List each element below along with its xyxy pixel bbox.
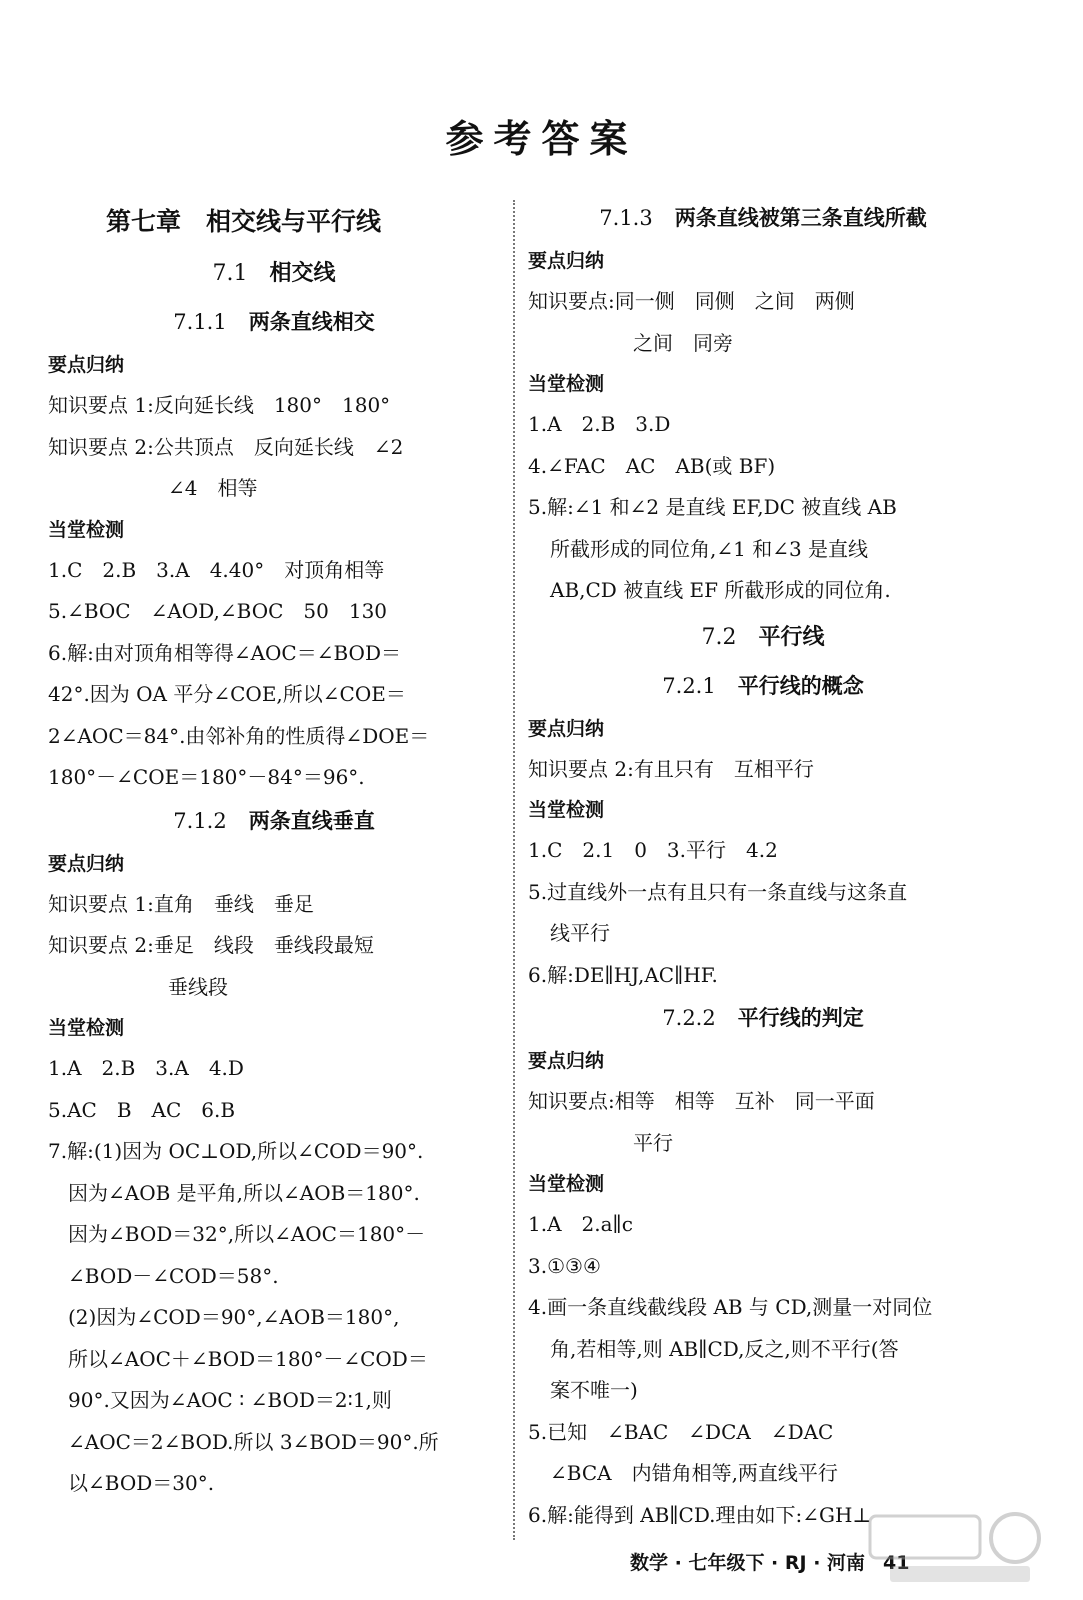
subsection-heading-7-2-1: [528, 664, 998, 709]
answer-line: 案不唯一): [550, 1378, 638, 1402]
answer-line: 6.解:DE∥HJ,AC∥HF.: [528, 962, 718, 987]
answer-line: ∠BOD－∠COD＝58°.: [68, 1263, 279, 1288]
answer-line: 因为∠BOD＝32°,所以∠AOC＝180°－: [68, 1222, 426, 1246]
answer-line: 之间 同旁: [633, 330, 733, 355]
answer-line: ∠AOC＝2∠BOD.所以 3∠BOD＝90°.所: [68, 1429, 439, 1454]
column-divider: [513, 200, 515, 1540]
answer-line: 1.C 2.1 0 3.平行 4.2: [528, 838, 778, 862]
label-key-points: 要点归纳: [528, 1050, 605, 1072]
answer-line: 5.过直线外一点有且只有一条直线与这条直: [528, 879, 908, 904]
section-heading-7-1: [48, 248, 500, 300]
answer-line: 以∠BOD＝30°.: [68, 1471, 215, 1495]
answer-line: ∠4 相等: [168, 476, 258, 500]
answer-line: 1.A 2.B 3.A 4.D: [48, 1056, 244, 1080]
section-heading-7-2: [528, 612, 998, 664]
answer-line: 90°.又因为∠AOC ∶ ∠BOD＝2∶1,则: [68, 1388, 392, 1412]
answer-line: 1.A 2.a∥c: [528, 1212, 633, 1236]
answer-line: 平行: [633, 1130, 673, 1155]
answer-line: 知识要点:同一侧 同侧 之间 两侧: [528, 289, 855, 313]
subsection-number: 7.1.1: [173, 310, 227, 334]
subsection-number: 7.1.2: [173, 808, 227, 833]
subsection-heading-7-1-3: [528, 196, 998, 241]
right-column: [528, 196, 998, 1536]
answer-line: 5.解:∠1 和∠2 是直线 EF,DC 被直线 AB: [528, 495, 897, 519]
subsection-name: 平行线的判定: [737, 1006, 864, 1030]
answer-line: ∠BCA 内错角相等,两直线平行: [550, 1461, 838, 1485]
answer-line: 所以∠AOC＋∠BOD＝180°－∠COD＝: [68, 1346, 428, 1371]
answer-line: 角,若相等,则 AB∥CD,反之,则不平行(答: [550, 1336, 899, 1361]
subsection-number: 7.2.2: [662, 1006, 716, 1030]
answer-line: 6.解:能得到 AB∥CD.理由如下:∠GH⊥: [528, 1502, 872, 1527]
answer-line: 5.∠BOC ∠AOD,∠BOC 50 130: [48, 599, 388, 623]
answer-line: 1.A 2.B 3.D: [528, 412, 671, 436]
label-key-points: 要点归纳: [528, 717, 605, 740]
answer-line: 4.∠FAC AC AB(或 BF): [528, 453, 776, 478]
answer-line: 1.C 2.B 3.A 4.40° 对顶角相等: [48, 557, 385, 582]
label-class-check: 当堂检测: [528, 373, 605, 395]
label-key-points: 要点归纳: [528, 250, 605, 272]
page-number: 41: [883, 1552, 910, 1574]
label-key-points: 要点归纳: [48, 852, 125, 875]
label-class-check: 当堂检测: [528, 799, 605, 821]
answer-line: 知识要点:相等 相等 互补 同一平面: [528, 1089, 875, 1113]
answer-line: 线平行: [550, 921, 610, 945]
answer-line: 知识要点 1:直角 垂线 垂足: [48, 891, 314, 916]
answer-line: 3.①③④: [528, 1253, 601, 1278]
subsection-name: 平行线的概念: [737, 673, 864, 698]
answer-line: 知识要点 1:反向延长线 180° 180°: [48, 393, 391, 417]
subsection-name: 两条直线垂直: [248, 808, 375, 833]
label-class-check: 当堂检测: [48, 1017, 125, 1039]
answer-line: 所截形成的同位角,∠1 和∠3 是直线: [550, 536, 869, 561]
subsection-number: 7.2.1: [662, 673, 716, 698]
page-title: 参考答案: [445, 117, 638, 161]
answer-line: (2)因为∠COD＝90°,∠AOB＝180°,: [68, 1305, 400, 1329]
answer-line: 7.解:(1)因为 OC⊥OD,所以∠COD＝90°.: [48, 1139, 424, 1163]
page-footer: [630, 1548, 1030, 1575]
section-number: 7.1: [212, 261, 248, 286]
answer-line: 5.AC B AC 6.B: [48, 1097, 236, 1122]
label-class-check: 当堂检测: [528, 1173, 605, 1195]
answer-line: 知识要点 2:有且只有 互相平行: [528, 756, 814, 781]
subsection-heading-7-1-2: [48, 799, 500, 844]
answer-line: 42°.因为 OA 平分∠COE,所以∠COE＝: [48, 682, 406, 706]
label-key-points: 要点归纳: [48, 354, 125, 376]
answer-line: 4.画一条直线截线段 AB 与 CD,测量一对同位: [528, 1295, 933, 1319]
answer-line: 垂线段: [168, 974, 228, 999]
section-number: 7.2: [701, 624, 737, 650]
footer-book-info: 数学 · 七年级下 · RJ · 河南: [630, 1552, 866, 1574]
answer-line: 知识要点 2:公共顶点 反向延长线 ∠2: [48, 434, 404, 459]
answer-line: 知识要点 2:垂足 线段 垂线段最短: [48, 933, 374, 957]
answer-line: 因为∠AOB 是平角,所以∠AOB＝180°.: [68, 1180, 420, 1205]
answer-line: 5.已知 ∠BAC ∠DCA ∠DAC: [528, 1419, 834, 1444]
subsection-heading-7-1-1: [48, 300, 500, 345]
chapter-heading: 第七章 相交线与平行线: [106, 207, 382, 236]
subsection-name: 两条直线相交: [248, 310, 375, 334]
subsection-heading-7-2-2: [528, 996, 998, 1041]
left-column: [48, 196, 500, 1505]
answer-line: 2∠AOC＝84°.由邻补角的性质得∠DOE＝: [48, 723, 430, 748]
section-name: 相交线: [269, 261, 336, 286]
answer-line: 6.解:由对顶角相等得∠AOC＝∠BOD＝: [48, 640, 401, 665]
subsection-number: 7.1.3: [599, 206, 653, 230]
section-name: 平行线: [758, 624, 825, 650]
answer-line: AB,CD 被直线 EF 所截形成的同位角.: [550, 578, 891, 602]
answer-line: 180°－∠COE＝180°－84°＝96°.: [48, 765, 365, 789]
subsection-name: 两条直线被第三条直线所截: [674, 206, 927, 230]
label-class-check: 当堂检测: [48, 518, 125, 541]
